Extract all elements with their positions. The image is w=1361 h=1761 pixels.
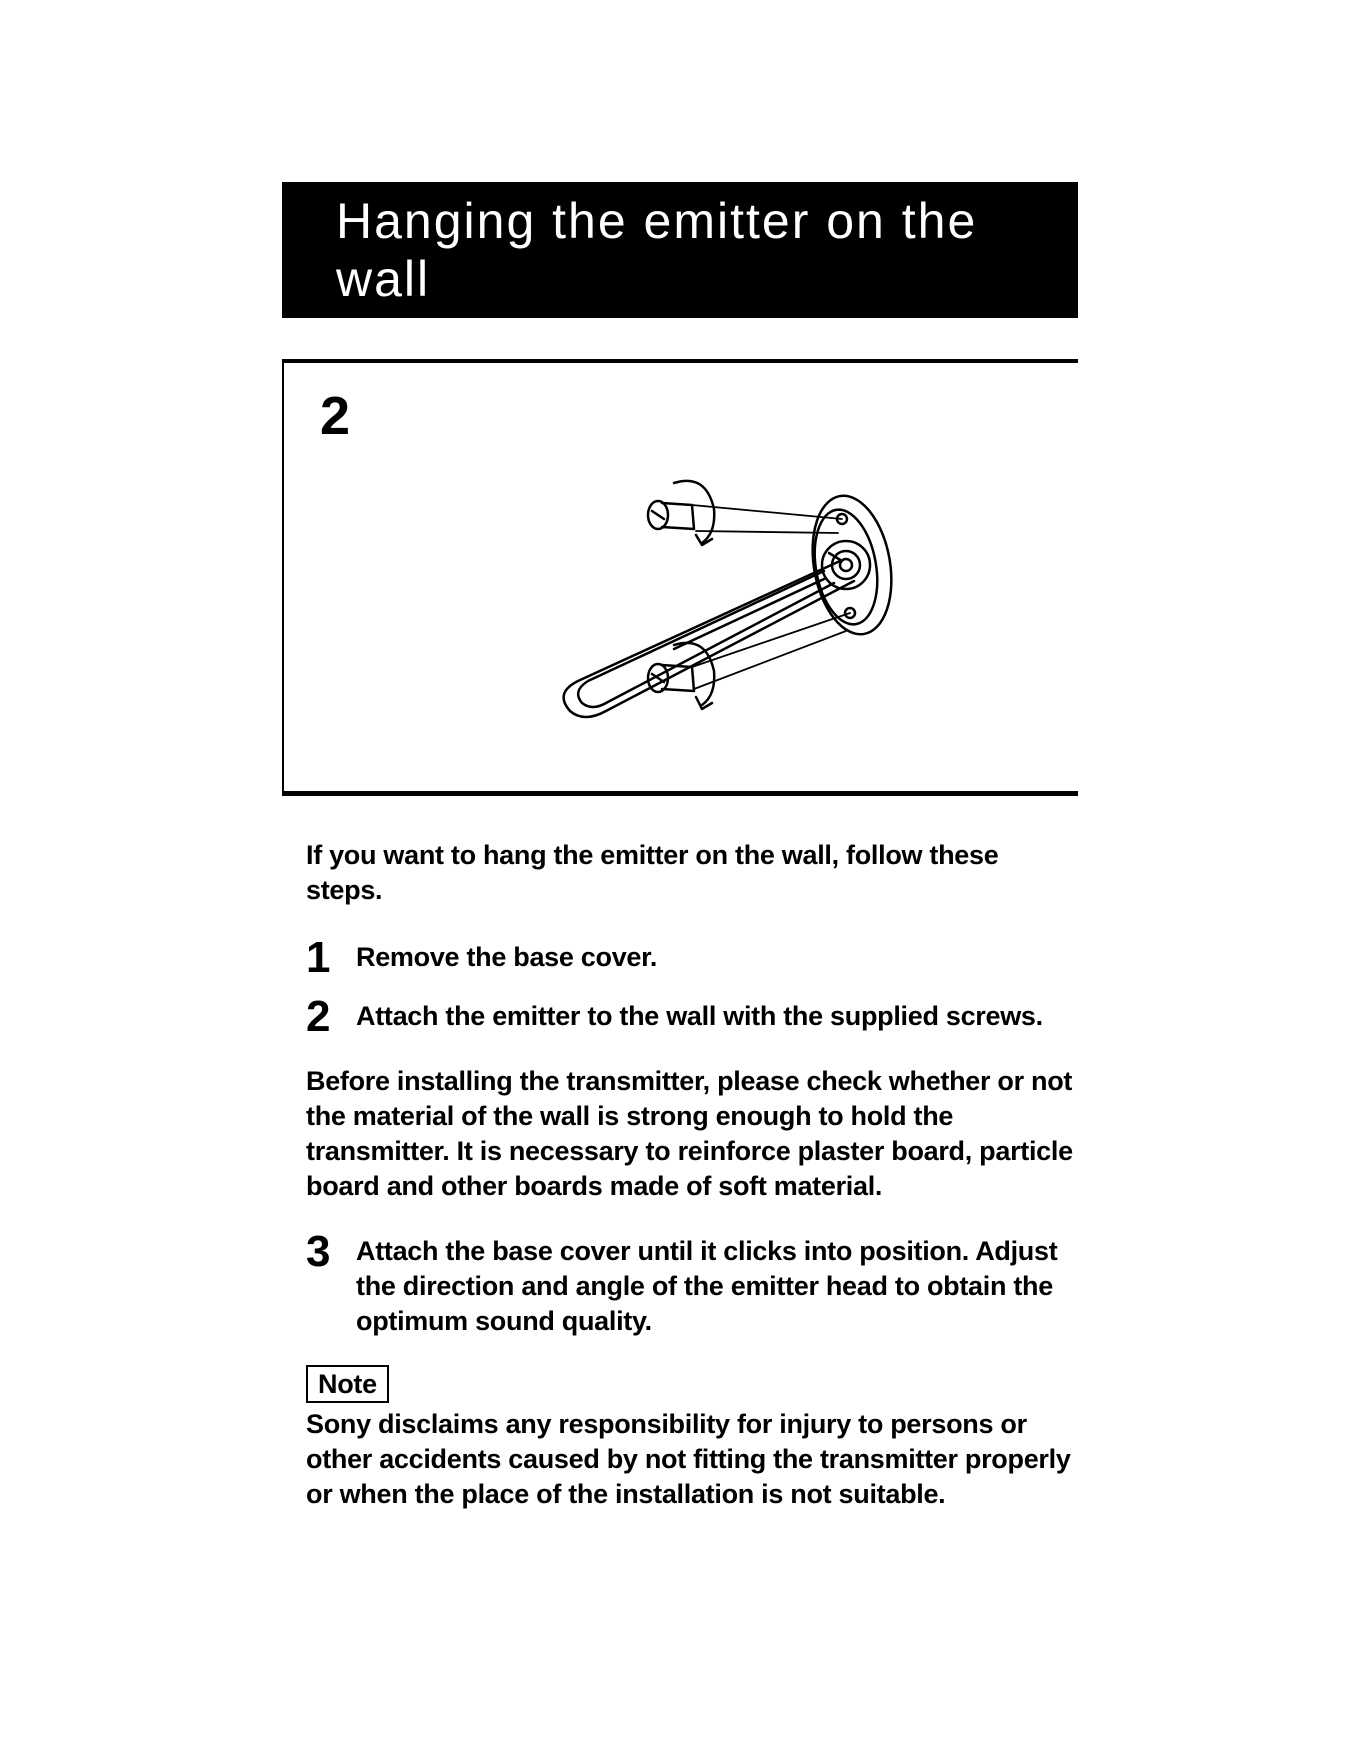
note-label: Note: [306, 1365, 389, 1403]
step-item: [306, 1227, 1076, 1339]
intro-paragraph: If you want to hang the emitter on the wall, follow these steps.: [306, 840, 999, 905]
title-line-1: Hanging the emitter on the: [336, 193, 978, 249]
note-text: Sony disclaims any responsibility for injury to persons or other accidents caused by not fitting the transmitter properly or when the place of the installation is not suitable.: [306, 1409, 1071, 1509]
step-number: 3: [306, 1227, 331, 1276]
rotate-arrow-icon: [674, 643, 714, 709]
emitter-wall-mount-illustration: [524, 453, 944, 773]
emitter-arm-icon: [564, 553, 854, 717]
title-line-2: wall: [336, 251, 431, 307]
section-title: [336, 192, 1058, 308]
figure-step-number: 2: [320, 386, 351, 446]
step-text: Attach the base cover until it clicks into position. Adjust the direction and angle of the emitter head to obtain the optimum sound quality.: [356, 1236, 1058, 1336]
step-item: [306, 933, 1056, 982]
step-number: 2: [306, 992, 331, 1041]
rotate-arrow-icon: [674, 481, 714, 545]
step-number: 1: [306, 933, 331, 982]
section-title-bar: [282, 182, 1078, 318]
wall-plate-icon: [802, 489, 901, 640]
step-text: Remove the base cover.: [356, 942, 658, 972]
caution-paragraph: Before installing the transmitter, please check whether or not the material of the wall is strong enough to hold the transmitter. It is necessary to reinforce plaster board, particle board and other boards made of soft material.: [306, 1066, 1073, 1201]
step-item: [306, 992, 1056, 1041]
note-section: [306, 1365, 1086, 1512]
instructions: [306, 838, 1086, 1512]
figure-box: [282, 359, 1078, 796]
step-text: Attach the emitter to the wall with the supplied screws.: [356, 1001, 1043, 1031]
screw-icon: [648, 501, 694, 529]
